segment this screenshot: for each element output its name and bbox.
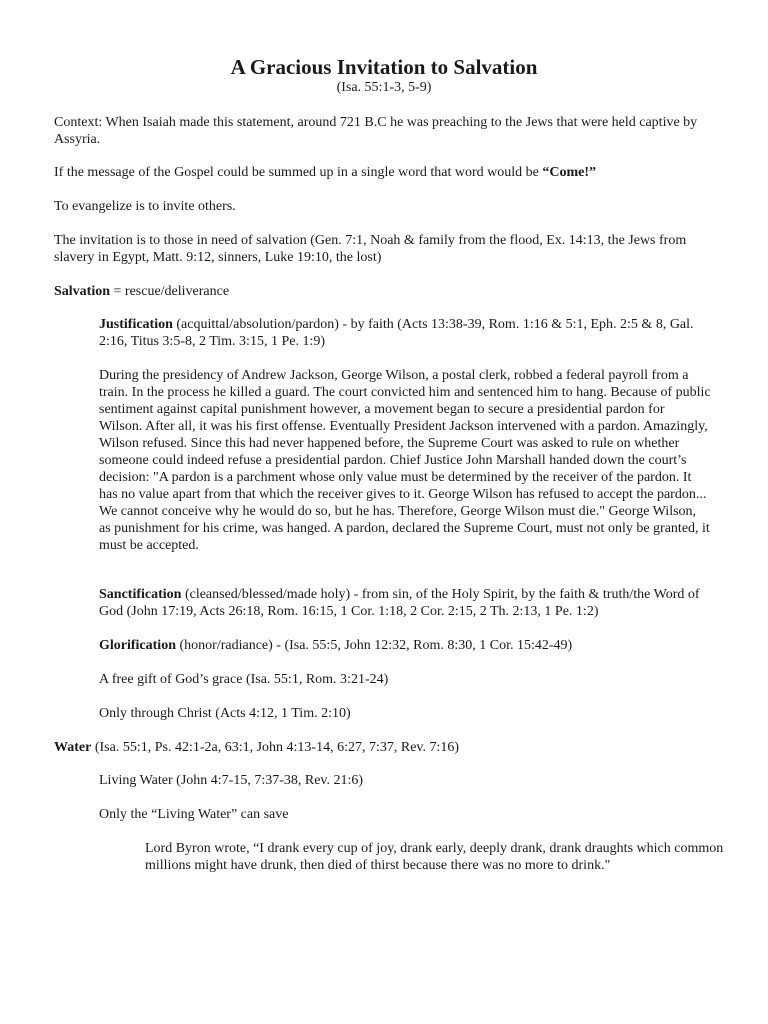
gospel-paragraph bbox=[54, 164, 714, 181]
water-heading bbox=[54, 739, 734, 756]
sanctification-term: Sanctification bbox=[99, 587, 182, 602]
document-subtitle: (Isa. 55:1-3, 5-9) bbox=[336, 80, 432, 95]
water-term: Water bbox=[54, 740, 92, 755]
glorification-paragraph bbox=[99, 637, 711, 654]
glorification-term: Glorification bbox=[99, 638, 176, 653]
byron-quote-paragraph: Lord Byron wrote, “I drank every cup of joy, drank early, deeply drank, drank draughts which common millions might have drunk, then died of thirst because there was no more to drink." bbox=[145, 841, 724, 873]
gospel-emphasis: “Come!” bbox=[542, 165, 596, 180]
living-water-paragraph: Living Water (John 4:7-15, 7:37-38, Rev. 21:6) bbox=[99, 773, 364, 788]
justification-definition: (acquittal/absolution/pardon) - by faith (Acts 13:38-39, Rom. 1:16 & 5:1, Eph. 2:5 & 8, Gal. 2:16, Titus 3:5-8, 2 Tim. 3:15, 1 Pe. 1:9) bbox=[99, 317, 694, 349]
justification-paragraph bbox=[99, 316, 711, 350]
free-gift-paragraph: A free gift of God’s grace (Isa. 55:1, Rom. 3:21-24) bbox=[99, 672, 389, 687]
sanctification-definition: (cleansed/blessed/made holy) - from sin, of the Holy Spirit, by the faith & truth/the Word of God (John 17:19, Acts 26:18, Rom. 16:15, 1 Cor. 1:18, 2 Cor. 2:15, 2 Th. 2:13, 1 Pe. 1:2) bbox=[99, 587, 700, 619]
sanctification-paragraph bbox=[99, 586, 711, 620]
evangelize-paragraph: To evangelize is to invite others. bbox=[54, 199, 236, 214]
water-definition: (Isa. 55:1, Ps. 42:1-2a, 63:1, John 4:13-14, 6:27, 7:37, Rev. 7:16) bbox=[91, 740, 460, 755]
salvation-definition: = rescue/deliverance bbox=[110, 284, 230, 299]
gospel-text: If the message of the Gospel could be summed up in a single word that word would be bbox=[54, 165, 543, 180]
wilson-story-paragraph: During the presidency of Andrew Jackson, George Wilson, a postal clerk, robbed a federal payroll from a train. In the process he killed a guard. The court convicted him and sentenced him to hang. Because of public sentiment against capital punishment however, a movement began to secure a presidential pardon for Wilson. After all, it was his first offense. Eventually President Jackson intervened with a pardon. Amazingly, Wilson refused. Since this had never happened before, the Supreme Court was asked to rule on whether someone could indeed refuse a presidential pardon. Chief Justice John Marshall handed down the court’s decision: "A pardon is a parchment whose only value must be determined by the receiver of the pardon. It has no value apart from that which the receiver gives to it. George Wilson has refused to accept the pardon... We cannot conceive why he would do so, but he has. Therefore, George Wilson must die." George Wilson, as punishment for his crime, was hanged. A pardon, declared the Supreme Court, must not only be granted, it must be accepted. bbox=[99, 368, 711, 553]
document-title: A Gracious Invitation to Salvation bbox=[230, 55, 538, 79]
salvation-term: Salvation bbox=[54, 284, 111, 299]
justification-term: Justification bbox=[99, 317, 173, 332]
glorification-definition: (honor/radiance) - (Isa. 55:5, John 12:32, Rom. 8:30, 1 Cor. 15:42-49) bbox=[176, 638, 573, 653]
only-christ-paragraph: Only through Christ (Acts 4:12, 1 Tim. 2:10) bbox=[99, 706, 351, 721]
context-paragraph: Context: When Isaiah made this statement, around 721 B.C he was preaching to the Jews that were held captive by Assyria. bbox=[54, 115, 698, 147]
salvation-heading bbox=[54, 283, 714, 300]
invitation-paragraph: The invitation is to those in need of salvation (Gen. 7:1, Noah & family from the flood, Ex. 14:13, the Jews from slavery in Egypt, Matt. 9:12, sinners, Luke 19:10, the lost) bbox=[54, 233, 687, 265]
only-living-water-paragraph: Only the “Living Water” can save bbox=[99, 807, 289, 822]
